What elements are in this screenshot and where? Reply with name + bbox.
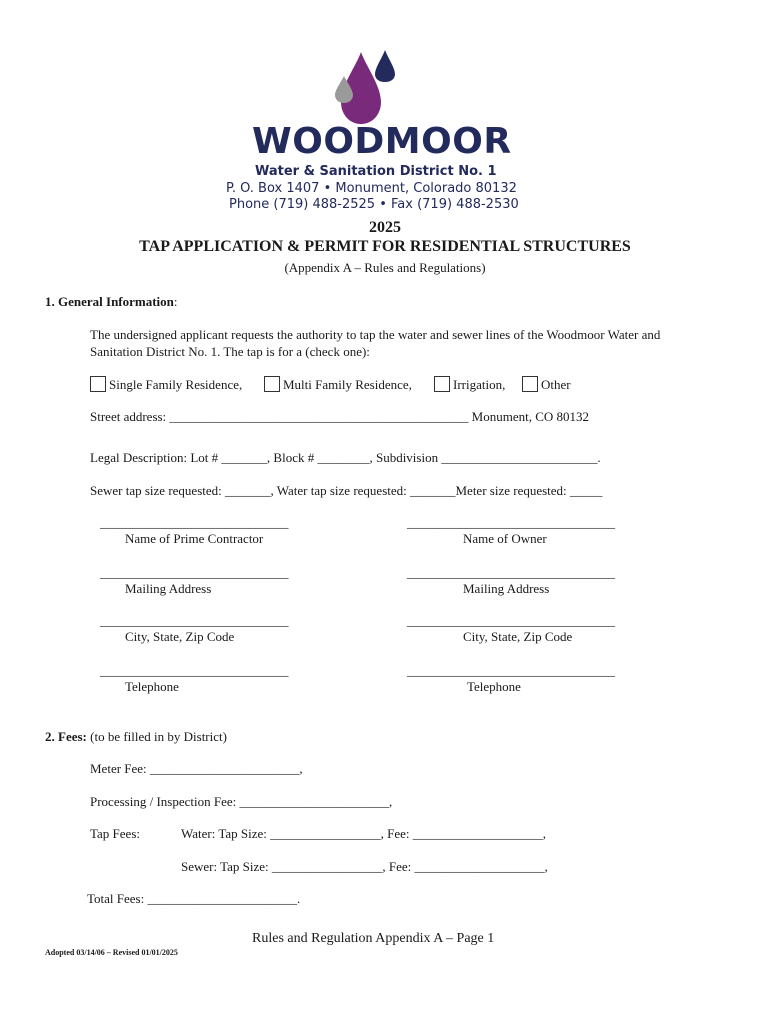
- logo-address: P. O. Box 1407 • Monument, Colorado 80132: [226, 181, 517, 196]
- contractor-phone-label: Telephone: [125, 679, 179, 694]
- tap-sizes-field[interactable]: Sewer tap size requested: _______, Water tap size requested: _______Meter size requested: _____: [90, 483, 603, 498]
- legal-description-field[interactable]: Legal Description: Lot # _______, Block # ________, Subdivision ________________________.: [90, 450, 601, 465]
- meter-fee-field[interactable]: Meter Fee: _______________________,: [90, 761, 303, 776]
- option-irrigation[interactable]: Irrigation,: [434, 376, 505, 393]
- form-title: TAP APPLICATION & PERMIT FOR RESIDENTIAL STRUCTURES: [139, 238, 631, 255]
- contractor-mailing-line[interactable]: _____________________________: [100, 565, 289, 580]
- option-single-family[interactable]: Single Family Residence,: [90, 376, 242, 393]
- contractor-mailing-label: Mailing Address: [125, 581, 212, 596]
- owner-city-line[interactable]: ________________________________: [407, 613, 615, 628]
- checkbox[interactable]: [90, 376, 106, 392]
- owner-phone-line[interactable]: ________________________________: [407, 663, 615, 678]
- logo-phone-fax: Phone (719) 488-2525 • Fax (719) 488-2530: [229, 197, 519, 212]
- owner-city-label: City, State, Zip Code: [463, 629, 573, 644]
- owner-name-line[interactable]: ________________________________: [407, 515, 615, 530]
- page-footer: Rules and Regulation Appendix A – Page 1: [252, 931, 495, 946]
- water-tap-field[interactable]: Water: Tap Size: _________________, Fee: ____________________,: [181, 826, 547, 841]
- owner-name-label: Name of Owner: [463, 531, 547, 546]
- total-fees-field[interactable]: Total Fees: _______________________.: [87, 891, 301, 906]
- tap-fees-label: Tap Fees:: [90, 826, 140, 841]
- section2-heading: 2. Fees: (to be filled in by District): [45, 729, 227, 744]
- form-subtitle: (Appendix A – Rules and Regulations): [284, 260, 486, 275]
- contractor-city-line[interactable]: _____________________________: [100, 613, 289, 628]
- form-year: 2025: [369, 219, 401, 236]
- processing-fee-field[interactable]: Processing / Inspection Fee: _______________________,: [90, 794, 393, 809]
- adopted-revised-note: Adopted 03/14/06 – Revised 01/01/2025: [45, 948, 178, 957]
- checkbox[interactable]: [522, 376, 538, 392]
- water-drops-icon: [325, 48, 400, 130]
- logo-subtitle: Water & Sanitation District No. 1: [255, 164, 497, 179]
- prime-contractor-label: Name of Prime Contractor: [125, 531, 264, 546]
- prime-contractor-line[interactable]: _____________________________: [100, 515, 289, 530]
- option-multi-family[interactable]: Multi Family Residence,: [264, 376, 412, 393]
- contractor-phone-line[interactable]: _____________________________: [100, 663, 289, 678]
- intro-line-1: The undersigned applicant requests the authority to tap the water and sewer lines of the Woodmoor Water and: [90, 327, 661, 342]
- sewer-tap-field[interactable]: Sewer: Tap Size: _________________, Fee: ____________________,: [181, 859, 548, 874]
- owner-mailing-label: Mailing Address: [463, 581, 550, 596]
- logo-wordmark: WOODMOOR: [252, 121, 512, 162]
- intro-line-2: Sanitation District No. 1. The tap is for a (check one):: [90, 344, 370, 359]
- owner-mailing-line[interactable]: ________________________________: [407, 565, 615, 580]
- checkbox[interactable]: [434, 376, 450, 392]
- option-other[interactable]: Other: [522, 376, 571, 393]
- owner-phone-label: Telephone: [467, 679, 521, 694]
- street-address-field[interactable]: Street address: ______________________________________________ Monument, CO 80132: [90, 409, 590, 424]
- contractor-city-label: City, State, Zip Code: [125, 629, 235, 644]
- checkbox[interactable]: [264, 376, 280, 392]
- section1-heading: 1. General Information:: [45, 294, 178, 309]
